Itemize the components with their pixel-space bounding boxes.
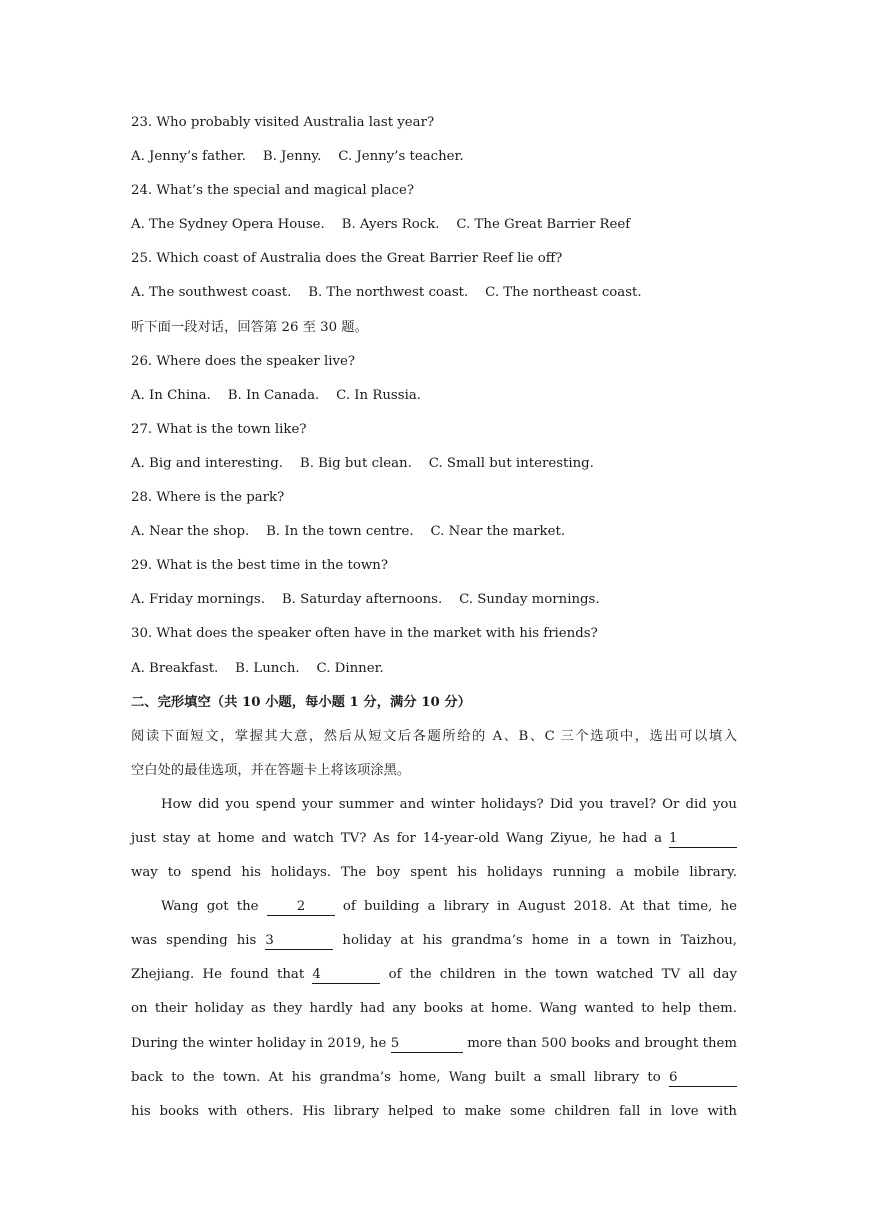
question-29: 29. What is the best time in the town? [131,558,388,574]
question-30: 30. What does the speaker often have in the market with his friends? [131,626,598,642]
question-28: 28. Where is the park? [131,490,285,506]
options-23: A. Jenny’s father. B. Jenny. C. Jenny’s teacher. [131,149,464,165]
options-30: A. Breakfast. B. Lunch. C. Dinner. [131,660,384,676]
options-24: A. The Sydney Opera House. B. Ayers Rock. C. The Great Barrier Reef [131,217,631,233]
blank-4: 4 [312,967,380,984]
passage-line: During the winter holiday in 2019, he 5 more than 500 books and brought them [131,1035,738,1051]
passage-line: back to the town. At his grandma’s home, Wang built a small library to 6 [131,1061,737,1095]
question-24: 24. What’s the special and magical place? [131,183,414,199]
passage-line: just stay at home and watch TV? As for 14-year-old Wang Ziyue, he had a 1 [131,822,737,856]
blank-5: 5 [391,1036,463,1053]
question-27: 27. What is the town like? [131,421,307,437]
passage-line: on their holiday as they hardly had any books at home. Wang wanted to help them. [131,1001,737,1017]
blank-3: 3 [265,933,333,950]
section-instruction-line-1: 阅读下面短文，掌握其大意，然后从短文后各题所给的 A、B、C 三个选项中，选出可以填入 [131,728,737,744]
options-28: A. Near the shop. B. In the town centre. C. Near the market. [131,524,566,540]
blank-2: 2 [267,899,335,916]
passage-line: Zhejiang. He found that 4 of the children in the town watched TV all day [131,967,737,983]
passage-line: How did you spend your summer and winter holidays? Did you travel? Or did you [161,796,737,812]
options-26: A. In China. B. In Canada. C. In Russia. [131,387,421,403]
passage-line: way to spend his holidays. The boy spent his holidays running a mobile library. [131,865,737,881]
section-instruction-line-2: 空白处的最佳选项，并在答题卡上将该项涂黑。 [131,762,411,778]
passage-line: Wang got the 2 of building a library in August 2018. At that time, he [161,899,738,915]
question-23: 23. Who probably visited Australia last year? [131,115,435,130]
question-25: 25. Which coast of Australia does the Great Barrier Reef lie off? [131,251,563,267]
exam-page [131,106,737,1129]
options-27: A. Big and interesting. B. Big but clean. C. Small but interesting. [131,455,594,471]
blank-1: 1 [669,831,737,848]
blank-6: 6 [669,1070,737,1087]
passage-line: his books with others. His library helped to make some children fall in love with [131,1103,737,1119]
dialog-instruction: 听下面一段对话，回答第 26 至 30 题。 [131,319,368,335]
passage-line: was spending his 3 holiday at his grandma’s home in a town in Taizhou, [131,933,737,949]
question-26: 26. Where does the speaker live? [131,353,356,369]
options-29: A. Friday mornings. B. Saturday afternoons. C. Sunday mornings. [131,592,600,608]
section-title: 二、完形填空（共 10 小题，每小题 1 分，满分 10 分） [131,694,471,710]
options-25: A. The southwest coast. B. The northwest coast. C. The northeast coast. [131,285,642,301]
